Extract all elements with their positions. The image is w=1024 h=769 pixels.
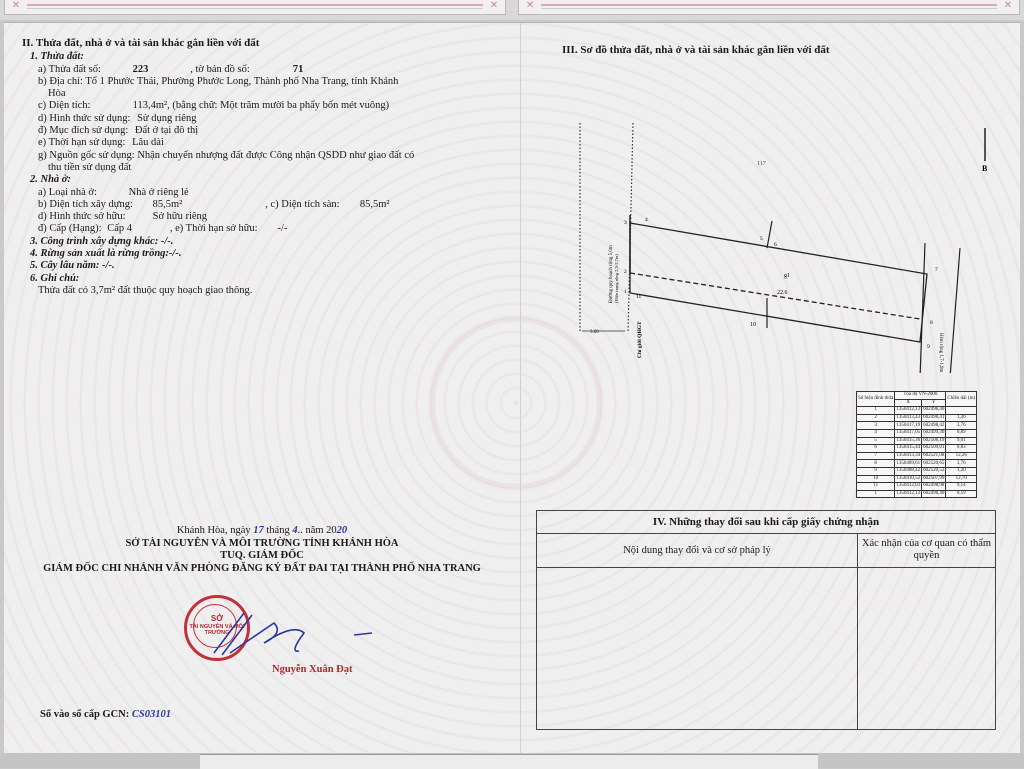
col-content-header: Nội dung thay đổi và cơ sở pháp lý [537,534,858,567]
table-row: 6 1350415,44 602509,01 0,83 [857,445,977,453]
road-left-label: Đường quy hoạch rộng 5,0m [609,245,614,303]
table-row: 5 1350415,36 602508,19 9,01 [857,437,977,445]
previous-page-edge-left [4,0,506,15]
svg-text:6: 6 [774,242,777,248]
svg-text:7: 7 [935,267,938,273]
svg-text:4: 4 [645,217,648,223]
svg-text:2: 2 [624,269,627,275]
table-row: 3 1350417,19 602498,42 3,76 [857,422,977,430]
table-row: 8 1350409,61 602520,65 3,76 [857,460,977,468]
house-type-row [22,187,512,199]
house-heading: 2. Nhà ở: [30,174,71,186]
build-area-row [22,199,512,211]
ownership-term-label: , e) Thời hạn sở hữu: [169,223,258,235]
production-forest: 4. Rừng sản xuất là rừng trồng:-/-. [30,248,182,260]
ownership-row [22,211,512,223]
parcel-label: a) Thửa đất số: [38,63,101,75]
address-label: b) Địa chỉ: [38,75,83,87]
use-form-label: d) Hình thức sử dụng: [38,112,131,124]
registry-label: Số vào sổ cấp GCN: [40,709,130,720]
build-area-value: 85,5m² [152,198,183,210]
section-iii-title: III. Sơ đồ thửa đất, nhà ở và tài sản khác gắn liền với đất [562,44,830,56]
day-handwritten: 17 [253,525,264,536]
perennial-trees: 5. Cây lâu năm: -/-. [30,260,115,272]
svg-text:(Hiện trạng rộng 2,3-2,7m): (Hiện trạng rộng 2,3-2,7m) [614,254,619,303]
use-purpose-value: Đất ở tại đô thị [134,125,199,137]
agency-name: SỞ TÀI NGUYÊN VÀ MÔI TRƯỜNG TỈNH KHÁNH HÒA [125,537,399,549]
year-handwritten: 20 [336,525,348,536]
certificate-page [4,22,1020,753]
address-value-cont: Hòa [48,88,66,100]
decor-line [27,4,483,6]
table-row: 9 1350408,42 602520,52 1,20 [857,467,977,475]
boundary-label: Chỉ giới QHGT [637,321,643,358]
border-motif-icon: ✕ [11,0,21,11]
table-row: 1 1350412,13 602498,40 0,59 [857,490,977,498]
north-arrow-label: B [982,164,988,173]
table-row: 10 1350410,52 602507,99 12,70 [857,475,977,483]
use-term-label: e) Thời hạn sử dụng: [38,137,126,149]
notes-value: Thửa đất có 3,7m² đất thuộc quy hoạch giao thông. [38,284,253,296]
month-label: tháng [266,525,290,536]
origin-label: g) Nguồn gốc sử dụng: [38,149,135,161]
svg-text:22.6: 22.6 [777,290,788,296]
changes-confirm-cell [858,568,995,729]
parcel-diagram [570,123,1000,373]
use-purpose-label: đ) Mục đích sử dụng: [38,125,129,137]
decor-line [541,4,997,6]
th-vertex: Số hiệu đỉnh thửa [857,392,895,407]
use-term-value: Lâu dài [132,137,164,149]
place-date: Khánh Hòa, ngày 17 tháng 4.. năm 2020 [176,525,348,536]
svg-text:9: 9 [927,344,930,350]
on-behalf: TUQ. GIÁM ĐỐC [220,550,304,561]
svg-text:10: 10 [750,322,756,328]
svg-text:117: 117 [757,161,766,167]
section-iv-title: IV. Những thay đổi sau khi cấp giấy chứng nhận [537,511,995,534]
floor-area-label: , c) Diện tích sàn: [265,198,340,210]
year-label: năm 20 [305,525,337,536]
svg-text:3: 3 [624,220,627,226]
use-form-value: Sử dụng riêng [137,112,197,124]
svg-text:8: 8 [930,320,933,326]
use-term-row [22,137,512,149]
th-x: X [895,399,922,407]
month-handwritten: 4 [292,525,298,536]
signer-name: Nguyễn Xuân Đạt [272,664,353,675]
origin-value-cont: thu tiền sử dụng đất [48,161,132,173]
grade-label: đ) Cấp (Hạng): [38,223,102,235]
origin-value: Nhận chuyển nhượng đất được Công nhận QSDD như giao đất có [137,149,415,161]
stamp-center-text: SỞ [210,614,224,623]
house-type-value: Nhà ở riêng lẻ [128,186,189,198]
build-area-label: b) Diện tích xây dựng: [38,198,133,210]
use-purpose-row [22,125,512,137]
address-value: Tổ 1 Phước Thái, Phường Phước Long, Thành phố Nha Trang, tỉnh Khánh [85,75,399,87]
map-sheet-label: , tờ bản đồ số: [190,63,250,75]
changes-header-row [537,534,995,568]
stamp-sub-text: TÀI NGUYÊN VÀ MÔI TRƯỜNG [189,624,245,636]
area-label: c) Diện tích: [38,100,91,112]
place-date-prefix: Khánh Hòa, ngày [176,525,251,536]
parcel-row [22,64,512,76]
col-confirm-header: Xác nhận của cơ quan có thẩm quyền [861,538,992,561]
border-motif-icon: ✕ [525,0,535,11]
table-row: 2 1350413,43 602498,41 1,30 [857,414,977,422]
th-coord-system: Tọa độ VN-2000 [895,392,946,400]
ownership-label: d) Hình thức sở hữu: [38,211,126,223]
grade-value: Cấp 4 [107,223,132,235]
coordinate-table [856,391,977,498]
registry-value: CS03101 [131,709,171,720]
house-type-label: a) Loại nhà ở: [38,186,97,198]
floor-area-value: 85,5m² [359,198,390,210]
svg-text:1: 1 [624,289,627,295]
changes-content-cell [537,568,858,729]
section-ii [22,37,512,297]
border-motif-icon: ✕ [489,0,499,11]
ownership-term-value: -/- [277,223,288,235]
area-value: 113,4m², (bằng chữ: Một trăm mười ba phẩy bốn mét vuông) [132,100,390,112]
section-iv-changes-table [536,510,996,730]
border-motif-icon: ✕ [1003,0,1013,11]
th-length: Chiều dài (m) [946,392,977,407]
svg-text:11: 11 [636,294,642,300]
svg-text:g1: g1 [784,273,790,279]
signer-position: GIÁM ĐỐC CHI NHÁNH VĂN PHÒNG ĐĂNG KÝ ĐẤT ĐAI TẠI THÀNH PHỐ NHA TRANG [43,562,481,574]
signature-icon [204,603,384,663]
section-ii-title: II. Thửa đất, nhà ở và tài sản khác gắn liền với đất [22,37,260,49]
th-y: Y [922,399,946,407]
other-works: 3. Công trình xây dựng khác: -/-. [30,235,174,247]
use-form-row [22,113,512,125]
page-fold-divider [520,23,521,753]
map-sheet-number: 71 [292,63,304,75]
table-row: 4 1350417,05 602499,30 0,89 [857,429,977,437]
changes-body-row [537,568,995,729]
notes-heading: 6. Ghi chú: [30,272,80,284]
next-page-edge [200,754,818,769]
road-right-label: Hẻm rộng 1,7-1,9m [938,333,943,373]
decor-line [27,8,483,9]
table-row: 11 1350412,03 602498,98 9,14 [857,483,977,491]
registry-number [40,709,171,720]
address-row [22,76,512,101]
area-row [22,100,512,112]
table-row: 1 1350412,13 602498,40 [857,407,977,415]
origin-row [22,150,512,175]
decor-line [541,8,997,9]
ownership-value: Sở hữu riêng [152,211,208,223]
previous-page-edge-right [518,0,1020,15]
land-heading: 1. Thửa đất: [30,51,84,63]
svg-text:3.00: 3.00 [590,330,599,335]
parcel-number: 223 [132,63,149,75]
grade-row [22,223,512,235]
signature-block [4,525,520,575]
table-row: 7 1350413,34 602521,08 12,26 [857,452,977,460]
svg-text:5: 5 [760,236,763,242]
